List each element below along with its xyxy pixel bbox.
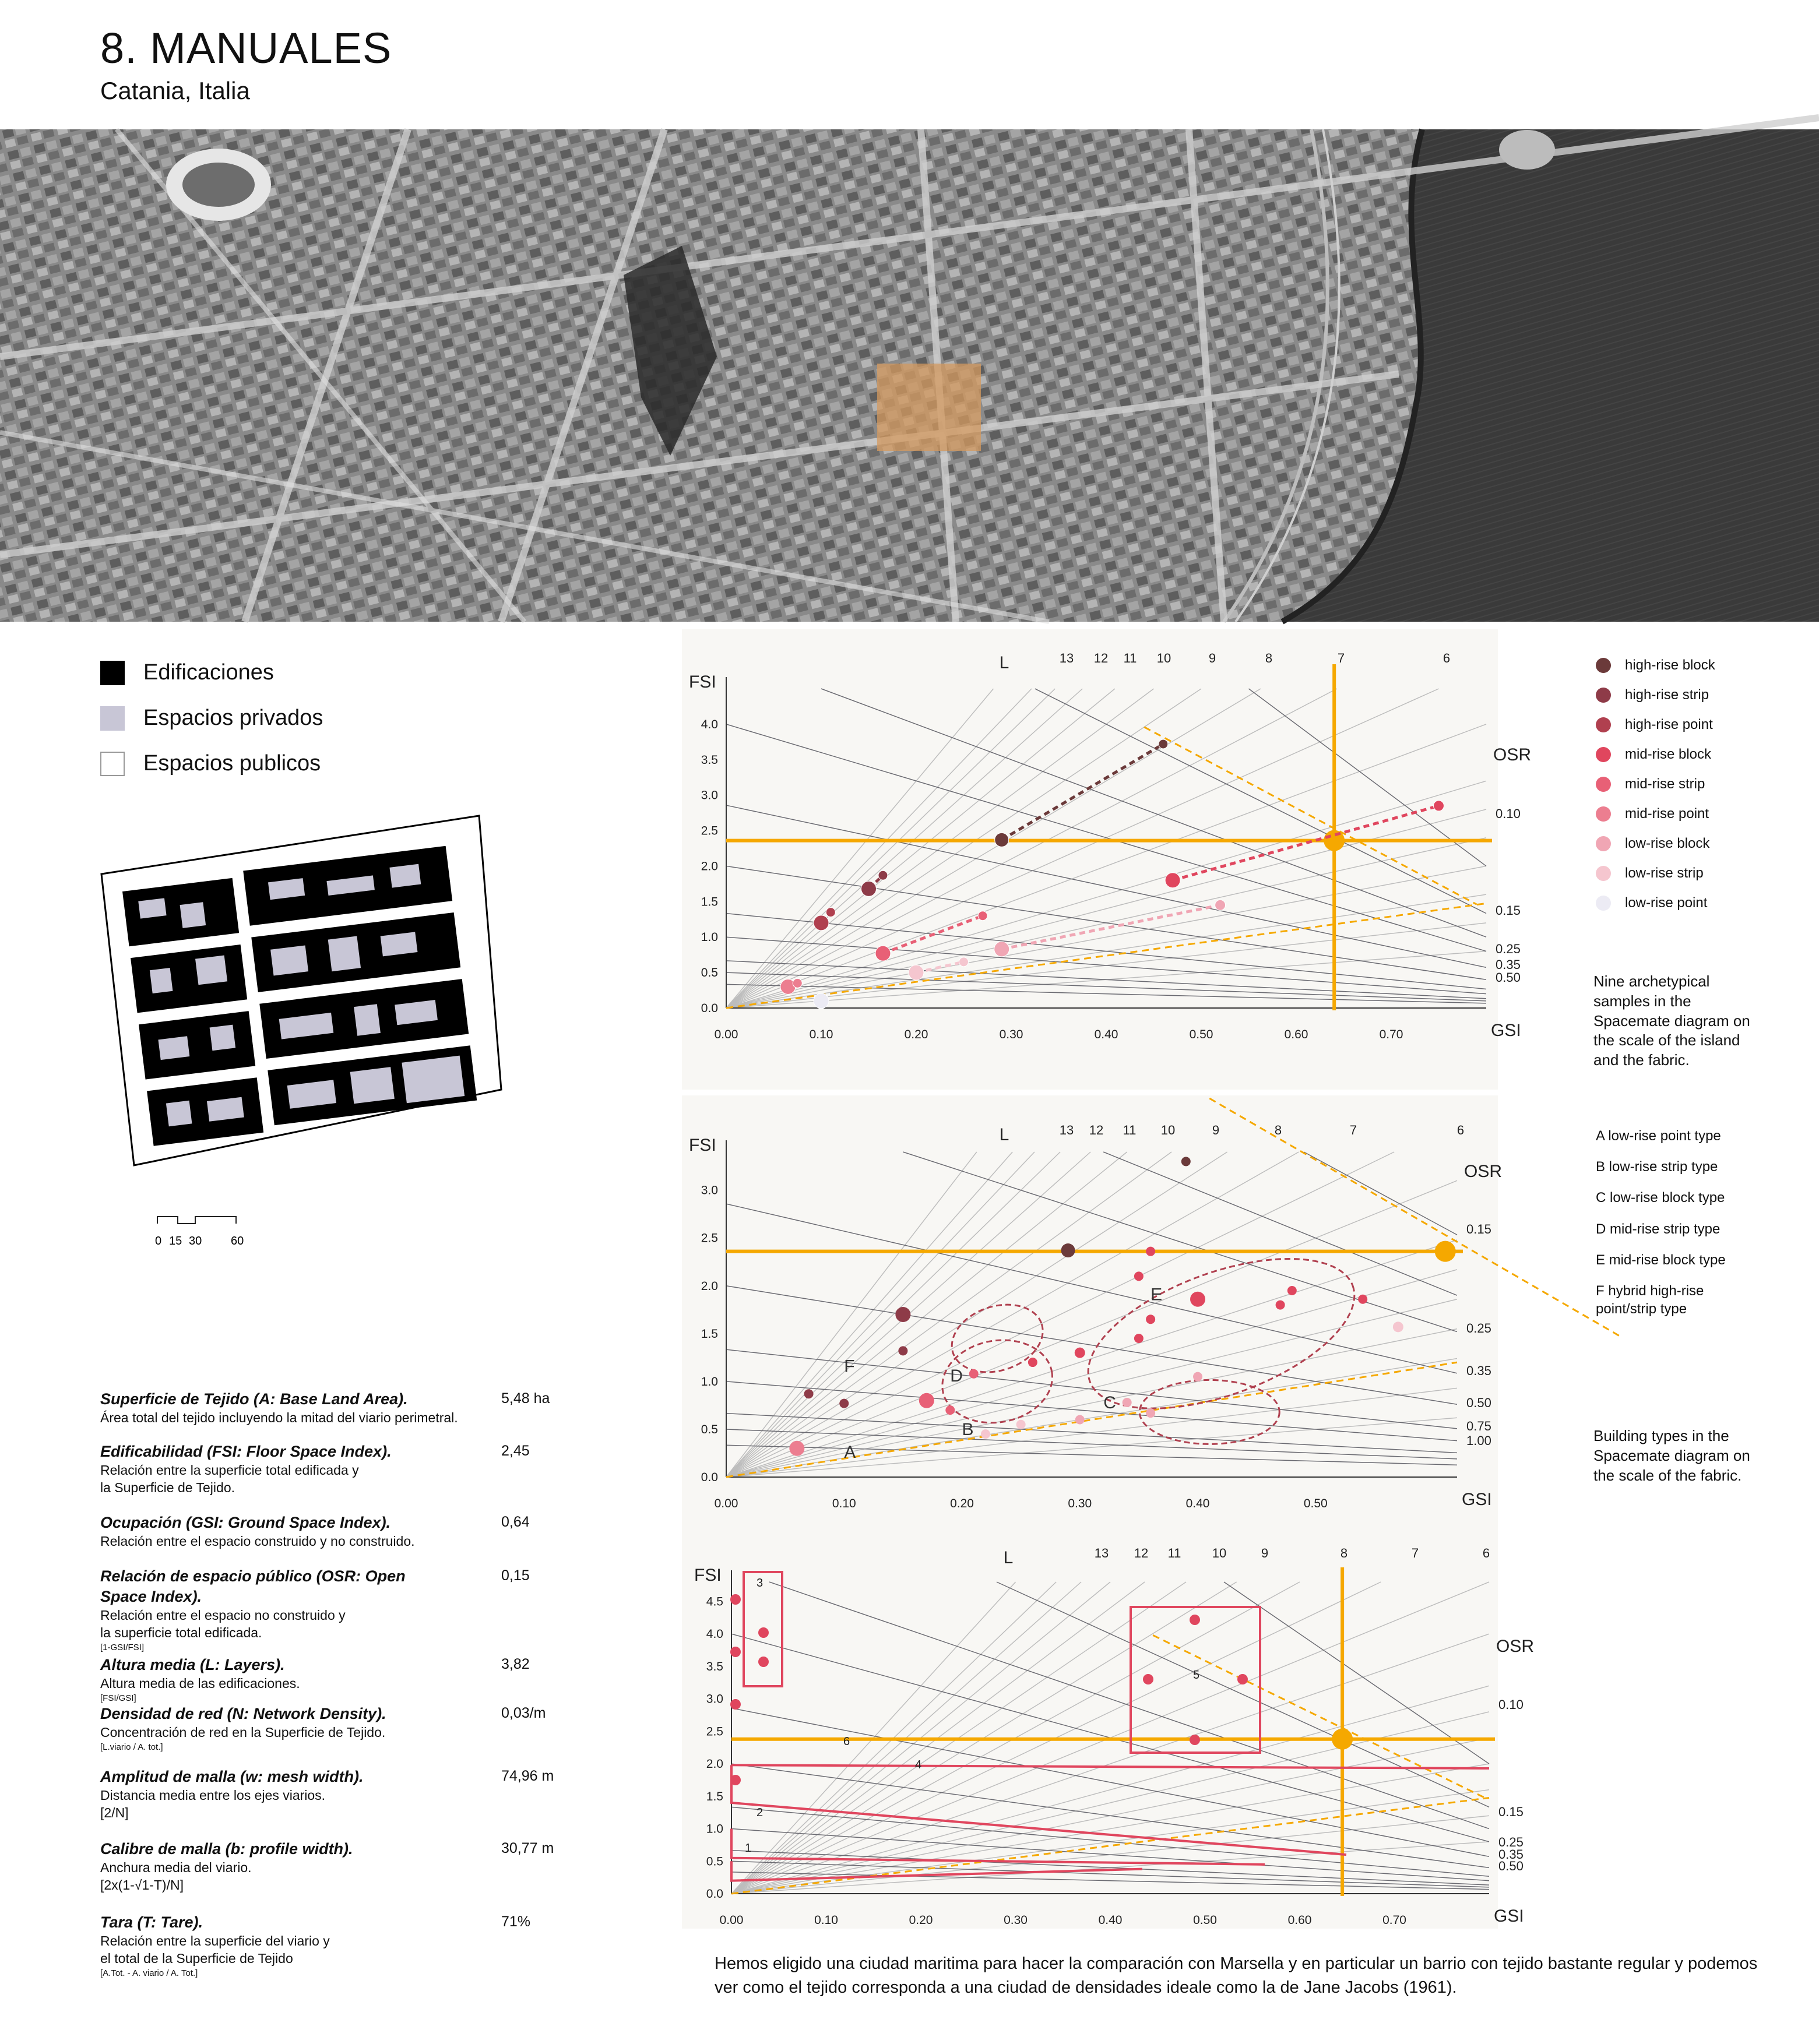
layer-label: 12: [1089, 1123, 1104, 1137]
layer-label: 8: [1274, 1123, 1282, 1137]
y-tick-label: 2.0: [701, 1279, 718, 1293]
spacemate-legend-item: [1596, 888, 1715, 918]
y-tick-label: 4.0: [706, 1627, 723, 1641]
legend-label: Edificaciones: [143, 660, 274, 685]
osr-label: 0.25: [1466, 1321, 1491, 1335]
chart-background: [682, 1095, 1498, 1556]
spacemate-legend-item: [1596, 650, 1715, 680]
metric-item: [100, 1513, 683, 1550]
layer-label: 13: [1094, 1546, 1109, 1560]
data-point: [1393, 1321, 1403, 1332]
y-tick-label: 3.0: [701, 1183, 718, 1197]
osr-label: 0.10: [1496, 806, 1521, 821]
cluster-label: D: [950, 1366, 963, 1386]
layer-label: 9: [1261, 1546, 1269, 1560]
y-tick-label: 2.5: [701, 1231, 718, 1245]
osr-label: 0.25: [1498, 1835, 1524, 1849]
data-point: [1146, 1408, 1155, 1418]
x-tick-label: 0.70: [1379, 1028, 1403, 1041]
spacemate-legend-label: high-rise point: [1625, 716, 1713, 732]
data-point: [1075, 1348, 1085, 1358]
scale-label: 0: [155, 1235, 162, 1247]
metric-item: [100, 1912, 683, 1979]
osr-label: 0.35: [1498, 1847, 1524, 1862]
data-point: [1190, 1292, 1205, 1307]
layer-label: 10: [1156, 651, 1171, 665]
metric-item: [100, 1566, 683, 1653]
data-point: [959, 957, 969, 967]
spacemate-legend-item: [1596, 680, 1715, 710]
osr-label: 0.50: [1498, 1859, 1524, 1873]
y-tick-label: 1.5: [701, 1327, 718, 1341]
metric-description: Altura media de las edificaciones.: [100, 1676, 300, 1691]
data-point: [1159, 739, 1168, 749]
metric-value: 5,48 ha: [501, 1390, 550, 1407]
layer-label: 13: [1059, 1123, 1074, 1137]
metric-description: el total de la Superficie de Tejido: [100, 1950, 293, 1966]
building-type-item: D mid-rise strip type: [1596, 1221, 1721, 1237]
metric-title: Edificabilidad (FSI: Floor Space Index).: [100, 1443, 392, 1460]
scale-label: 15: [169, 1235, 182, 1247]
spacemate-legend-item: [1596, 829, 1715, 858]
spacemate-legend-label: mid-rise strip: [1625, 776, 1705, 792]
metric-formula: [L.viario / A. tot.]: [100, 1742, 163, 1752]
x-tick-label: 0.50: [1193, 1913, 1217, 1927]
metric-value: 74,96 m: [501, 1768, 554, 1784]
layer-label: L: [999, 1125, 1009, 1144]
metric-description: Relación entre la superficie total edificada y: [100, 1462, 359, 1478]
cluster-label: F: [844, 1356, 855, 1376]
metric-description: Concentración de red en la Superficie de Tejido.: [100, 1725, 386, 1740]
metric-value: 0,03/m: [501, 1705, 546, 1721]
layer-label: 10: [1212, 1546, 1227, 1560]
layer-label: 9: [1208, 651, 1216, 665]
layer-label: 12: [1134, 1546, 1149, 1560]
zone-label: 4: [915, 1758, 922, 1771]
y-tick-label: 0.5: [701, 966, 718, 980]
metric-description: la Superficie de Tejido.: [100, 1479, 235, 1495]
x-tick-label: 0.40: [1185, 1497, 1210, 1510]
data-point: [969, 1369, 979, 1379]
metric-formula: [1-GSI/FSI]: [100, 1642, 145, 1652]
y-axis-label: FSI: [689, 672, 716, 692]
osr-label: 0.50: [1466, 1395, 1491, 1410]
data-point: [1193, 1372, 1202, 1382]
metric-title: Superficie de Tejido (A: Base Land Area).: [100, 1390, 408, 1408]
spacemate-legend-label: mid-rise point: [1625, 805, 1709, 822]
y-tick-label: 0.0: [701, 1002, 718, 1015]
y-tick-label: 1.0: [701, 1375, 718, 1388]
data-point: [1134, 1334, 1144, 1343]
y-tick-label: 3.0: [701, 788, 718, 802]
y-axis-label: FSI: [694, 1566, 722, 1585]
spacemate-legend-label: high-rise block: [1625, 657, 1715, 673]
x-tick-label: 0.20: [904, 1028, 928, 1041]
spacemate-legend-item: [1596, 769, 1715, 799]
layer-label: 11: [1123, 651, 1137, 665]
x-tick-label: 0.20: [909, 1913, 933, 1927]
page-subtitle: Catania, Italia: [100, 77, 250, 104]
x-tick-label: 0.40: [1098, 1913, 1123, 1927]
metric-item: [100, 1839, 683, 1894]
zone-label: 3: [757, 1577, 764, 1590]
y-tick-label: 1.5: [706, 1789, 723, 1803]
metric-description: Área total del tejido incluyendo la mitad del viario perimetral.: [100, 1410, 458, 1426]
y-tick-label: 2.0: [701, 859, 718, 873]
x-axis-label: GSI: [1494, 1906, 1524, 1926]
data-point: [804, 1389, 814, 1398]
y-tick-label: 0.0: [701, 1471, 718, 1484]
data-point: [1358, 1295, 1367, 1304]
metric-value: 0,15: [501, 1567, 530, 1584]
scale-label: 60: [231, 1235, 244, 1247]
metric-description: Relación entre el espacio construido y no construido.: [100, 1534, 415, 1549]
building-types-list: [1596, 1127, 1730, 1331]
data-point: [1287, 1286, 1297, 1295]
metric-value: 71%: [501, 1913, 531, 1930]
layer-label: 12: [1093, 651, 1109, 665]
scale-bar: [152, 1212, 280, 1253]
legend-dot-icon: [1596, 806, 1611, 822]
y-tick-label: 3.5: [701, 753, 718, 767]
layer-label: L: [1003, 1548, 1014, 1567]
metric-title: Densidad de red (N: Network Density).: [100, 1705, 386, 1722]
layer-label: 7: [1349, 1123, 1357, 1137]
data-point: [1215, 900, 1226, 910]
data-point: [1146, 1314, 1155, 1324]
data-point: [909, 965, 924, 980]
metric-title: Altura media (L: Layers).: [100, 1656, 285, 1673]
data-point: [898, 1346, 907, 1355]
spacemate-legend: [1596, 650, 1715, 918]
data-point: [839, 1399, 849, 1408]
data-point: [793, 978, 802, 988]
spacemate-legend-label: low-rise block: [1625, 835, 1710, 851]
layer-label: 9: [1212, 1123, 1220, 1137]
metric-description: Distancia media entre los ejes viarios.: [100, 1788, 326, 1803]
data-point: [878, 871, 888, 880]
metric-value: 30,77 m: [501, 1840, 554, 1856]
fabric-plan: [99, 816, 507, 1165]
x-tick-label: 0.60: [1287, 1913, 1312, 1927]
data-point: [1165, 873, 1180, 888]
highlight-point: [1324, 830, 1345, 851]
legend-dot-icon: [1596, 866, 1611, 881]
metric-item: [100, 1655, 683, 1704]
x-tick-label: 0.10: [809, 1028, 833, 1041]
zone-label: 6: [843, 1735, 850, 1748]
zone-label: 2: [757, 1806, 764, 1819]
x-tick-label: 0.00: [714, 1028, 738, 1041]
data-point: [1075, 1415, 1085, 1425]
data-point: [1016, 1420, 1026, 1429]
data-point: [994, 942, 1009, 957]
data-point: [895, 1307, 910, 1322]
data-point: [981, 1429, 990, 1439]
chart2-caption: Building types in the Spacemate diagram on the scale of the fabric.: [1593, 1427, 1750, 1484]
metric-value: 2,45: [501, 1443, 530, 1459]
y-tick-label: 0.5: [701, 1422, 718, 1436]
metric-formula: [A.Tot. - A. viario / A. Tot.]: [100, 1968, 198, 1978]
layer-label: 7: [1411, 1546, 1419, 1560]
osr-label: 1.00: [1466, 1433, 1491, 1448]
x-tick-label: 0.60: [1284, 1028, 1308, 1041]
building-type-item: E mid-rise block type: [1596, 1252, 1726, 1268]
page-title: 8. MANUALES: [100, 24, 392, 72]
data-point: [1181, 1157, 1191, 1166]
x-tick-label: 0.40: [1094, 1028, 1118, 1041]
data-point: [814, 915, 829, 931]
legend-swatch-grey: [100, 706, 125, 731]
metric-title: Relación de espacio público (OSR: Open Space Index).: [100, 1567, 406, 1606]
data-point: [1134, 1271, 1144, 1281]
legend-espacios-publicos: [100, 751, 321, 776]
metric-description: Relación entre el espacio no construido y: [100, 1608, 346, 1623]
x-tick-label: 0.70: [1382, 1913, 1406, 1927]
spacemate-legend-label: mid-rise block: [1625, 746, 1712, 762]
data-point: [789, 1441, 804, 1456]
data-point: [919, 1393, 934, 1408]
y-tick-label: 2.5: [706, 1725, 723, 1739]
layer-label: 10: [1160, 1123, 1176, 1137]
legend-dot-icon: [1596, 747, 1611, 762]
legend-dot-icon: [1596, 777, 1611, 792]
legend-label: Espacios privados: [143, 706, 323, 730]
y-tick-label: 3.5: [706, 1659, 723, 1673]
x-tick-label: 0.30: [1004, 1913, 1028, 1927]
data-point: [826, 908, 835, 917]
zone-arrow-icon: [758, 1627, 769, 1638]
layer-label: 13: [1059, 651, 1074, 665]
data-point: [1061, 1243, 1075, 1257]
metric-description: [2x(1-√1-T)/N]: [100, 1877, 184, 1893]
x-tick-label: 0.50: [1189, 1028, 1213, 1041]
chart-background: [682, 629, 1498, 1090]
y-tick-label: 0.0: [706, 1887, 723, 1901]
layer-label: L: [999, 653, 1009, 672]
layer-label: 6: [1456, 1123, 1465, 1137]
zone-arrow-icon: [758, 1657, 769, 1667]
metric-title: Ocupación (GSI: Ground Space Index).: [100, 1514, 391, 1531]
spacemate-legend-label: low-rise point: [1625, 894, 1708, 911]
cluster-label: C: [1103, 1393, 1116, 1412]
zone-arrow-icon: [1190, 1735, 1200, 1745]
y-tick-label: 3.0: [706, 1692, 723, 1706]
osr-label: 0.25: [1496, 942, 1521, 956]
metric-title: Amplitud de malla (w: mesh width).: [100, 1768, 364, 1785]
x-tick-label: 0.30: [1068, 1497, 1092, 1510]
spacemate-chart-3: [682, 1532, 1535, 1929]
x-tick-label: 0.30: [999, 1028, 1023, 1041]
footer-text: Hemos eligido una ciudad maritima para hacer la comparación con Marsella y en particular un barrio con tejido bastante regular y podemos ver como el tejido corresponda a una ciudad de densidades ideale como la de Jane Jacobs (1961).: [715, 1954, 1758, 1997]
x-tick-label: 0.10: [832, 1497, 856, 1510]
y-tick-label: 1.0: [706, 1822, 723, 1836]
metric-description: Relación entre la superficie del viario y: [100, 1933, 330, 1949]
building-type-item: C low-rise block type: [1596, 1190, 1725, 1206]
spacemate-chart-1: [682, 629, 1532, 1090]
legend-dot-icon: [1596, 658, 1611, 673]
zone-arrow-icon: [730, 1699, 741, 1710]
data-point: [861, 881, 877, 896]
spacemate-legend-item: [1596, 710, 1715, 739]
layer-label: 8: [1265, 651, 1273, 665]
x-tick-label: 0.20: [950, 1497, 974, 1510]
legend-edificaciones: [100, 660, 274, 685]
data-point: [814, 993, 829, 1009]
y-tick-label: 0.5: [706, 1855, 723, 1869]
metric-formula: [FSI/GSI]: [100, 1693, 136, 1703]
data-point: [995, 833, 1009, 847]
metric-description: [2/N]: [100, 1805, 129, 1820]
layer-label: 6: [1442, 651, 1451, 665]
data-point: [1146, 1247, 1155, 1256]
legend-dot-icon: [1596, 836, 1611, 851]
legend-label: Espacios publicos: [143, 751, 321, 776]
osr-label: 0.35: [1466, 1363, 1491, 1378]
metric-value: 0,64: [501, 1514, 530, 1530]
metric-description: Anchura media del viario.: [100, 1860, 252, 1876]
x-axis-label: GSI: [1462, 1490, 1492, 1509]
cluster-label: B: [962, 1419, 974, 1439]
aerial-map: [0, 129, 1819, 622]
metric-item: [100, 1389, 683, 1427]
legend-swatch-white: [100, 752, 125, 776]
x-tick-label: 0.00: [714, 1497, 738, 1510]
spacemate-legend-item: [1596, 739, 1715, 769]
zone-arrow-icon: [730, 1594, 741, 1605]
layer-label: 7: [1337, 651, 1345, 665]
cluster-label: E: [1150, 1285, 1163, 1305]
metric-value: 3,82: [501, 1656, 530, 1672]
y-tick-label: 1.5: [701, 895, 718, 909]
legend-dot-icon: [1596, 688, 1611, 703]
layer-label: 8: [1340, 1546, 1348, 1560]
spacemate-legend-label: low-rise strip: [1625, 865, 1704, 881]
metric-item: [100, 1442, 683, 1497]
osr-title: OSR: [1496, 1637, 1535, 1656]
data-point: [1028, 1358, 1037, 1367]
x-tick-label: 0.50: [1303, 1497, 1328, 1510]
zone-arrow-icon: [1143, 1674, 1153, 1684]
layer-label: 11: [1167, 1546, 1181, 1560]
zone-label: 1: [745, 1842, 752, 1855]
metric-item: [100, 1767, 683, 1822]
data-point: [1123, 1398, 1132, 1407]
y-tick-label: 4.5: [706, 1595, 723, 1609]
y-tick-label: 2.5: [701, 824, 718, 838]
data-point: [1276, 1301, 1285, 1310]
building-type-item: F hybrid high-rise point/strip type: [1596, 1282, 1704, 1317]
y-tick-label: 4.0: [701, 717, 718, 731]
x-tick-label: 0.00: [719, 1913, 744, 1927]
building-type-item: A low-rise point type: [1596, 1128, 1721, 1144]
spacemate-legend-item: [1596, 799, 1715, 829]
osr-label: 0.10: [1498, 1697, 1524, 1712]
osr-title: OSR: [1464, 1162, 1503, 1181]
zone-arrow-icon: [1190, 1615, 1200, 1625]
legend-dot-icon: [1596, 717, 1611, 732]
osr-title: OSR: [1493, 745, 1532, 764]
spacemate-legend-label: high-rise strip: [1625, 686, 1709, 703]
metric-title: Calibre de malla (b: profile width).: [100, 1840, 353, 1858]
y-axis-label: FSI: [689, 1136, 716, 1155]
y-tick-label: 2.0: [706, 1757, 723, 1771]
legend-dot-icon: [1596, 896, 1611, 911]
legend-espacios-privados: [100, 706, 323, 731]
osr-label: 0.15: [1496, 903, 1521, 918]
x-axis-label: GSI: [1491, 1021, 1521, 1040]
osr-label: 0.35: [1496, 957, 1521, 972]
layer-label: 6: [1482, 1546, 1490, 1560]
osr-label: 0.50: [1496, 970, 1521, 985]
zone-label: 5: [1193, 1669, 1200, 1682]
data-point: [978, 911, 987, 921]
data-point: [945, 1405, 955, 1415]
spacemate-legend-item: [1596, 858, 1715, 888]
metric-title: Tara (T: Tare).: [100, 1913, 203, 1931]
building-type-item: B low-rise strip type: [1596, 1159, 1718, 1175]
spacemate-chart-2: [682, 1095, 1503, 1556]
metric-item: [100, 1704, 683, 1753]
chart1-caption: Nine archetypical samples in the Spacemate diagram on the scale of the island and the fabric.: [1593, 972, 1750, 1069]
osr-label: 0.15: [1466, 1222, 1491, 1236]
osr-label: 0.15: [1498, 1805, 1524, 1819]
zone-arrow-icon: [1237, 1674, 1248, 1684]
data-point: [875, 946, 891, 961]
zone-arrow-icon: [730, 1647, 741, 1657]
zone-arrow-icon: [730, 1775, 741, 1785]
metric-description: la superficie total edificada.: [100, 1625, 262, 1641]
highlight-point: [1332, 1729, 1353, 1750]
layer-label: 11: [1123, 1123, 1137, 1137]
scale-label: 30: [189, 1235, 202, 1247]
y-tick-label: 1.0: [701, 931, 718, 945]
x-tick-label: 0.10: [814, 1913, 838, 1927]
cluster-label: A: [844, 1443, 856, 1462]
data-point: [1434, 801, 1444, 811]
legend-swatch-black: [100, 661, 125, 685]
osr-label: 0.75: [1466, 1419, 1491, 1433]
highlight-point: [1435, 1241, 1456, 1262]
